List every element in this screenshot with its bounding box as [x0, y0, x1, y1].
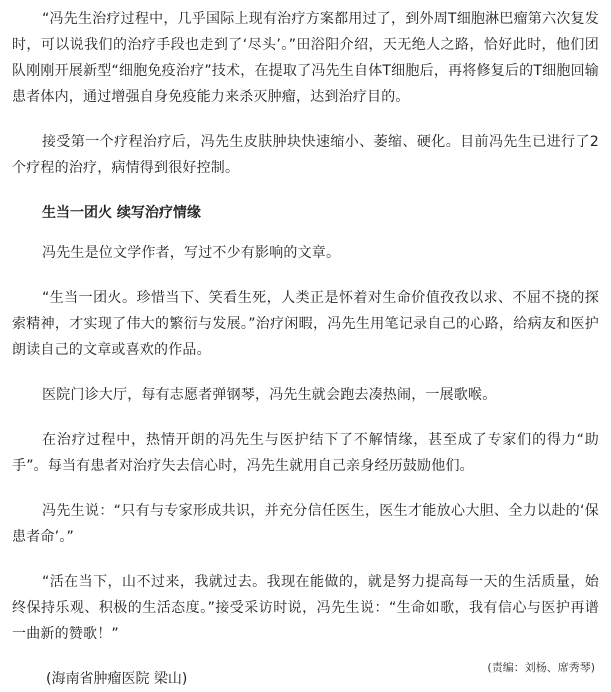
paragraph: 接受第一个疗程治疗后，冯先生皮肤肿块快速缩小、萎缩、硬化。目前冯先生已进行了2个疗程的治疗，病情得到很好控制。: [12, 134, 599, 176]
paragraph: 冯先生说：“只有与专家形成共识，并充分信任医生，医生才能放心大胆、全力以赴的‘保患者命’。”: [12, 503, 599, 545]
section-heading: 生当一团火 续写治疗情缘: [42, 205, 201, 221]
paragraph: 冯先生是位文学作者，写过不少有影响的文章。: [42, 245, 341, 261]
paragraph: 医院门诊大厅，每有志愿者弹钢琴，冯先生就会跑去凑热闹，一展歌喉。: [42, 387, 497, 403]
paragraph: 在治疗过程中，热情开朗的冯先生与医护结下了不解情缘，甚至成了专家们的得力“助手”。每当有患者对治疗失去信心时，冯先生就用自己亲身经历鼓励他们。: [12, 432, 599, 474]
paragraph: “冯先生治疗过程中，几乎国际上现有治疗方案都用过了，到外周T细胞淋巴瘤第六次复发时，可以说我们的治疗手段也走到了‘尽头’。”田浴阳介绍，天无绝人之路，恰好此时，他们团队刚刚开展新型“细胞免疫治疗”技术，在提取了冯先生自体T细胞后，再将修复后的T细胞回输患者体内，通过增强自身免疫能力来杀灭肿瘤，达到治疗目的。: [12, 11, 599, 105]
paragraph: “生当一团火。珍惜当下、笑看生死，人类正是怀着对生命价值孜孜以求、不屈不挠的探索精神，才实现了伟大的繁衍与发展。”治疗闲暇，冯先生用笔记录自己的心路，给病友和医护朗读自己的文章或喜欢的作品。: [12, 290, 599, 358]
paragraph: “活在当下，山不过来，我就过去。我现在能做的，就是努力提高每一天的生活质量，始终保持乐观、积极的生活态度。”接受采访时说，冯先生说：“生命如歌，我有信心与医护再谱一曲新的赞歌！”: [12, 574, 599, 642]
editor-credit: (责编：刘杨、席秀琴): [487, 661, 595, 674]
article-source: (海南省肿瘤医院 梁山): [46, 671, 188, 687]
